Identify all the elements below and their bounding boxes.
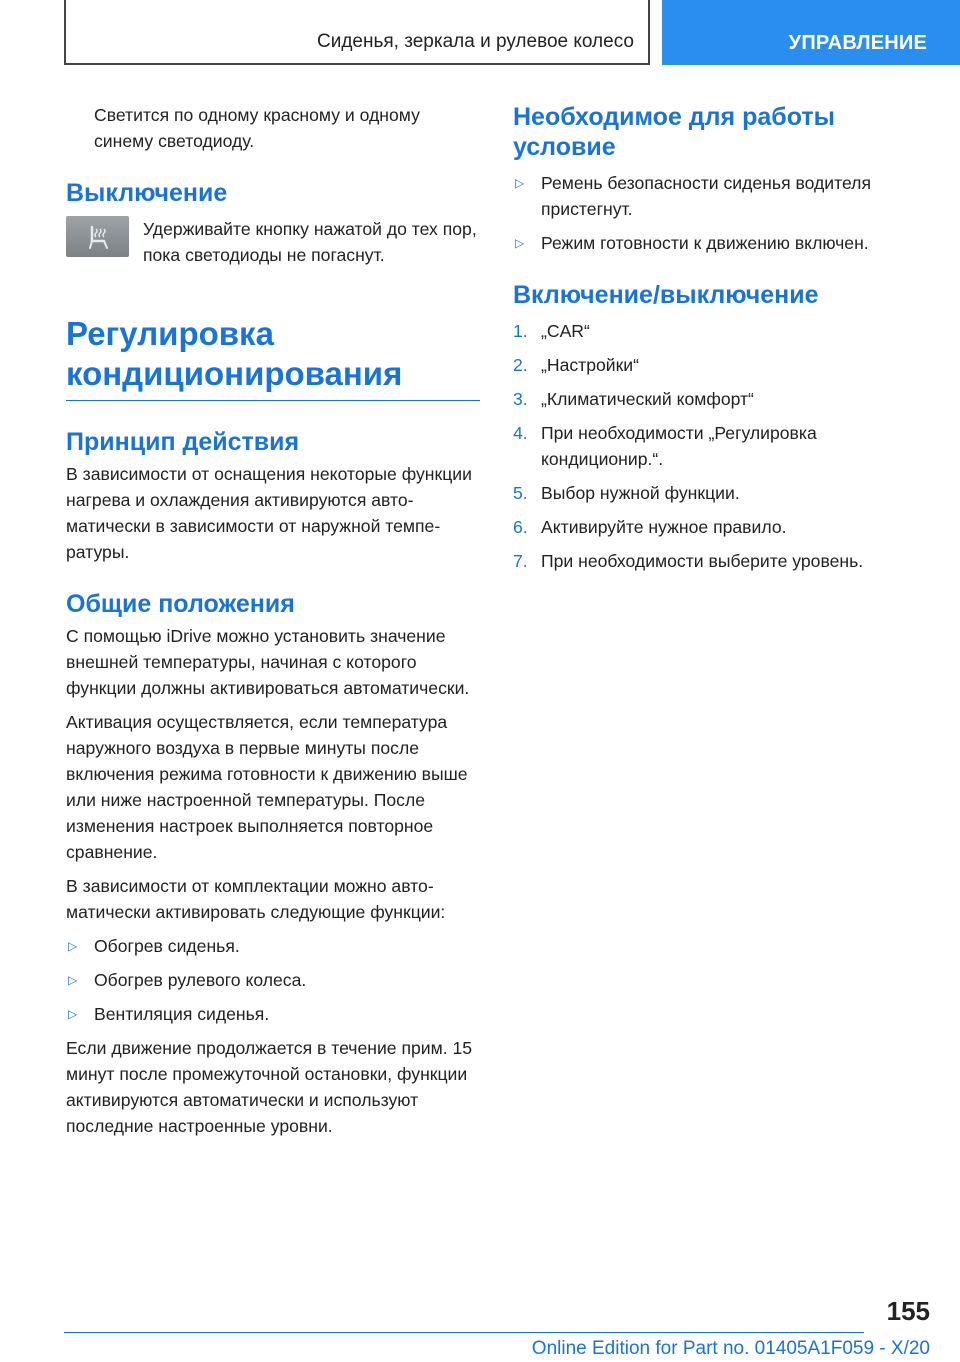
list-item: 4. При необходимости „Регулировка кондиционир.“. [513, 423, 817, 469]
header-section-title: Сиденья, зеркала и рулевое колесо [317, 31, 634, 52]
intro-paragraph: Светится по одному красному и одному синему светодиоду. [94, 105, 420, 151]
list-item: 1. „CAR“ [513, 321, 590, 341]
conditions-list [513, 170, 913, 256]
general-paragraph-3: В зависимости от комплектации можно автоматически активировать следующие функции: [66, 876, 446, 922]
conditions-heading: Необходимое для работы условие [513, 103, 835, 161]
triangle-right-icon: ▷ [68, 939, 78, 953]
list-item: ▷ Режим готовности к движению включен. [513, 230, 913, 256]
triangle-right-icon: ▷ [68, 973, 78, 987]
left-column [66, 102, 480, 1139]
right-column [513, 102, 913, 574]
off-text: Удерживайте кнопку нажатой до тех пор, пока светодиоды не погаснут. [143, 219, 477, 265]
footer-edition: Online Edition for Part no. 01405A1F059 - X/20 [531, 1338, 930, 1359]
list-item: 5. Выбор нужной функции. [513, 483, 740, 503]
list-item: 3. „Климатический комфорт“ [513, 389, 754, 409]
off-instruction [66, 216, 480, 268]
list-item: ▷ Обогрев сиденья. [66, 933, 480, 959]
general-paragraph-2: Активация осуществляется, если температура наружного воздуха в первые минуты после включения режима готовности к движению выше или ниже настроенной температуры. После изменения настроек выполняется повторное сравнение. [66, 712, 468, 862]
chapter-tab-label: УПРАВЛЕНИЕ [788, 32, 927, 54]
steps-list [513, 318, 913, 574]
list-item: ▷ Ремень безопасности сиденья водителя пристегнут. [513, 170, 913, 222]
principle-heading: Принцип действия [66, 428, 300, 456]
list-item: 7. При необходимости выберите уровень. [513, 551, 864, 571]
main-heading: Регулировка кондиционирования [66, 314, 480, 401]
header-section-box [64, 0, 650, 65]
triangle-right-icon: ▷ [68, 1007, 78, 1021]
onoff-heading: Включение/выключение [513, 281, 819, 309]
list-item: ▷ Обогрев рулевого колеса. [66, 967, 480, 993]
header-chapter-tab [662, 0, 960, 65]
general-paragraph-1: С помощью iDrive можно установить значение внешней температуры, начиная с которого функции должны активироваться автоматически. [66, 626, 470, 698]
triangle-right-icon: ▷ [515, 236, 525, 250]
seat-ventilation-switch-icon [66, 216, 129, 257]
list-item: ▷ Вентиляция сиденья. [66, 1001, 480, 1027]
general-paragraph-4: Если движение продолжается в течение прим. 15 минут после промежуточной остановки, функции активируются автоматически и используют последние настроенные уровни. [66, 1038, 473, 1136]
page-number: 155 [886, 1296, 930, 1326]
list-item: 6. Активируйте нужное правило. [513, 517, 787, 537]
triangle-right-icon: ▷ [515, 176, 525, 190]
footer-divider [64, 1332, 864, 1333]
list-item: 2. „Настройки“ [513, 355, 639, 375]
off-heading: Выключение [66, 179, 228, 207]
general-heading: Общие положения [66, 590, 295, 618]
principle-text: В зависимости от оснащения некоторые функции нагрева и охлаждения активируются автоматически в зависимости от наружной температуры. [66, 464, 472, 562]
functions-list [66, 933, 480, 1027]
